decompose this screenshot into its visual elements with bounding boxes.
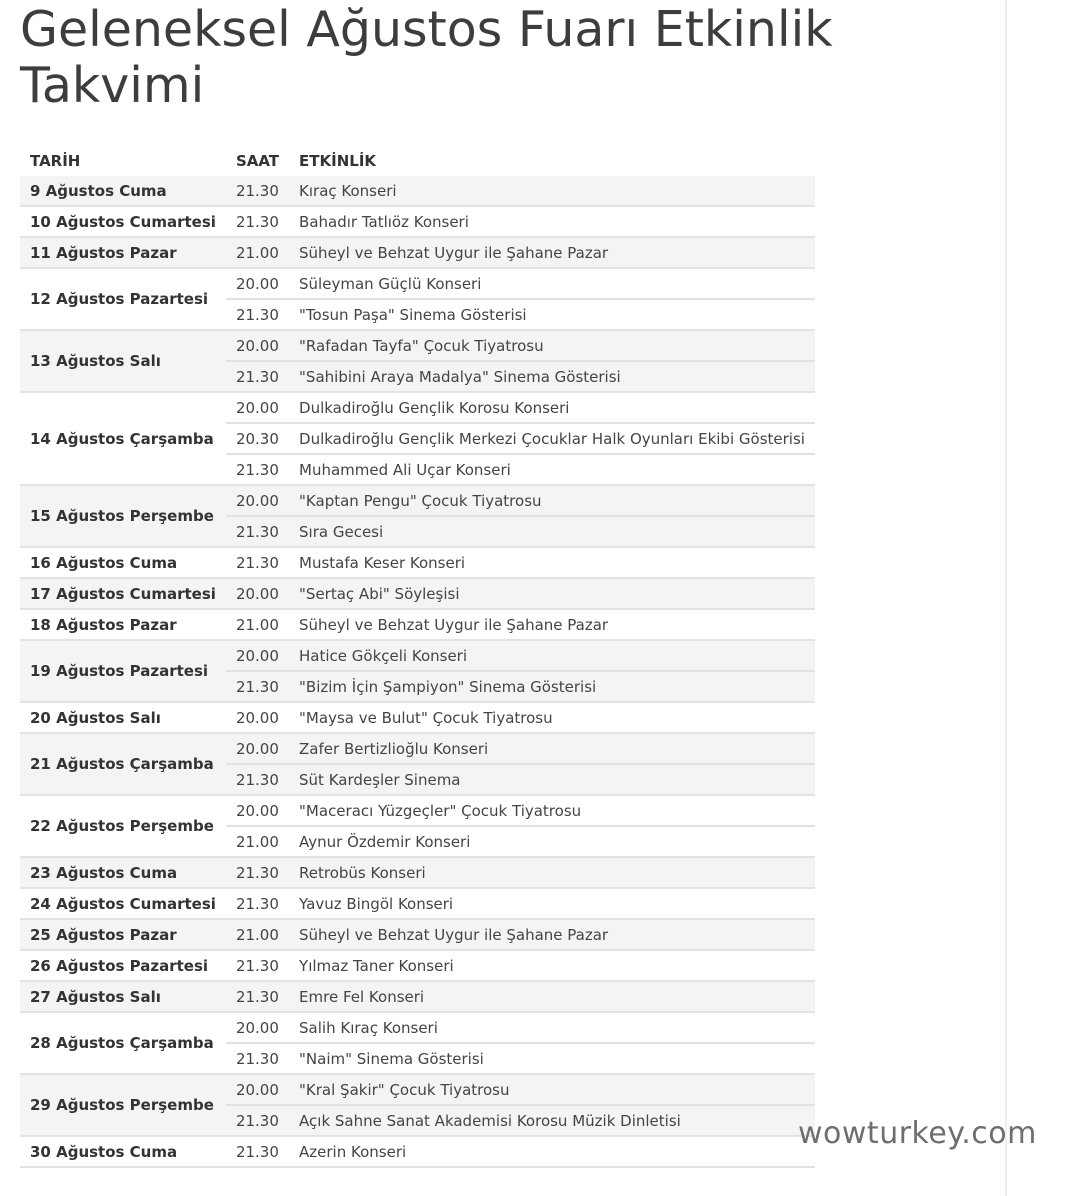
event-time: 21.30	[226, 1106, 289, 1137]
event-name: "Bizim İçin Şampiyon" Sinema Gösterisi	[289, 672, 815, 703]
table-row	[20, 951, 815, 982]
event-name: "Kaptan Pengu" Çocuk Tiyatrosu	[289, 486, 815, 517]
page-title: Geleneksel Ağustos Fuarı Etkinlik Takvimi	[20, 1, 833, 114]
event-name: "Sertaç Abi" Söyleşisi	[289, 579, 815, 610]
event-time: 21.00	[226, 610, 289, 641]
event-name: Süleyman Güçlü Konseri	[289, 269, 815, 300]
event-time: 21.30	[226, 672, 289, 703]
table-row	[20, 207, 815, 238]
page-divider	[1005, 0, 1007, 1196]
event-time: 21.00	[226, 920, 289, 951]
event-time: 21.00	[226, 238, 289, 269]
table-row	[20, 1075, 815, 1106]
event-time: 21.30	[226, 362, 289, 393]
event-name: Emre Fel Konseri	[289, 982, 815, 1013]
event-time: 21.30	[226, 951, 289, 982]
event-name: Süheyl ve Behzat Uygur ile Şahane Pazar	[289, 610, 815, 641]
event-name: Kıraç Konseri	[289, 176, 815, 207]
event-name: Dulkadiroğlu Gençlik Merkezi Çocuklar Halk Oyunları Ekibi Gösterisi	[289, 424, 815, 455]
event-date: 19 Ağustos Pazartesi	[20, 641, 226, 703]
event-name: Yavuz Bingöl Konseri	[289, 889, 815, 920]
event-name: "Maysa ve Bulut" Çocuk Tiyatrosu	[289, 703, 815, 734]
event-name: Azerin Konseri	[289, 1137, 815, 1168]
event-date: 17 Ağustos Cumartesi	[20, 579, 226, 610]
event-time: 21.30	[226, 517, 289, 548]
event-time: 20.00	[226, 486, 289, 517]
column-header-date: TARİH	[30, 152, 81, 170]
event-schedule-table	[20, 146, 815, 1168]
event-name: "Maceracı Yüzgeçler" Çocuk Tiyatrosu	[289, 796, 815, 827]
event-time: 20.00	[226, 796, 289, 827]
event-time: 20.00	[226, 579, 289, 610]
event-name: Hatice Gökçeli Konseri	[289, 641, 815, 672]
event-time: 20.00	[226, 1013, 289, 1044]
event-date: 16 Ağustos Cuma	[20, 548, 226, 579]
event-date: 12 Ağustos Pazartesi	[20, 269, 226, 331]
column-header-event: ETKİNLİK	[299, 152, 377, 170]
table-header-row	[20, 146, 815, 176]
table-row	[20, 1137, 815, 1168]
event-name: "Rafadan Tayfa" Çocuk Tiyatrosu	[289, 331, 815, 362]
table-row	[20, 393, 815, 424]
table-row	[20, 734, 815, 765]
event-time: 20.00	[226, 393, 289, 424]
event-time: 21.30	[226, 1044, 289, 1075]
table-row	[20, 858, 815, 889]
event-date: 23 Ağustos Cuma	[20, 858, 226, 889]
event-date: 22 Ağustos Perşembe	[20, 796, 226, 858]
event-name: Süt Kardeşler Sinema	[289, 765, 815, 796]
event-name: Dulkadiroğlu Gençlik Korosu Konseri	[289, 393, 815, 424]
event-time: 20.00	[226, 331, 289, 362]
table-row	[20, 548, 815, 579]
event-name: "Sahibini Araya Madalya" Sinema Gösterisi	[289, 362, 815, 393]
event-date: 18 Ağustos Pazar	[20, 610, 226, 641]
event-name: Süheyl ve Behzat Uygur ile Şahane Pazar	[289, 238, 815, 269]
table-row	[20, 920, 815, 951]
table-row	[20, 486, 815, 517]
event-date: 27 Ağustos Salı	[20, 982, 226, 1013]
event-date: 26 Ağustos Pazartesi	[20, 951, 226, 982]
event-name: "Tosun Paşa" Sinema Gösterisi	[289, 300, 815, 331]
event-date: 11 Ağustos Pazar	[20, 238, 226, 269]
column-header-time: SAAT	[235, 152, 280, 170]
event-time: 21.00	[226, 827, 289, 858]
event-date: 14 Ağustos Çarşamba	[20, 393, 226, 486]
event-name: Süheyl ve Behzat Uygur ile Şahane Pazar	[289, 920, 815, 951]
event-date: 21 Ağustos Çarşamba	[20, 734, 226, 796]
event-time: 21.30	[226, 858, 289, 889]
event-name: Aynur Özdemir Konseri	[289, 827, 815, 858]
event-date: 30 Ağustos Cuma	[20, 1137, 226, 1168]
event-name: Sıra Gecesi	[289, 517, 815, 548]
table-row	[20, 238, 815, 269]
event-time: 20.00	[226, 734, 289, 765]
event-time: 20.00	[226, 269, 289, 300]
table-row	[20, 1013, 815, 1044]
table-row	[20, 796, 815, 827]
event-date: 28 Ağustos Çarşamba	[20, 1013, 226, 1075]
table-row	[20, 579, 815, 610]
event-time: 21.30	[226, 765, 289, 796]
event-time: 21.30	[226, 889, 289, 920]
event-date: 20 Ağustos Salı	[20, 703, 226, 734]
event-time: 21.30	[226, 548, 289, 579]
event-date: 10 Ağustos Cumartesi	[20, 207, 226, 238]
table-row	[20, 641, 815, 672]
event-date: 9 Ağustos Cuma	[20, 176, 226, 207]
table-body	[20, 176, 815, 1168]
event-name: Açık Sahne Sanat Akademisi Korosu Müzik Dinletisi	[289, 1106, 815, 1137]
event-name: Retrobüs Konseri	[289, 858, 815, 889]
event-date: 13 Ağustos Salı	[20, 331, 226, 393]
event-name: Yılmaz Taner Konseri	[289, 951, 815, 982]
table-row	[20, 176, 815, 207]
event-date: 15 Ağustos Perşembe	[20, 486, 226, 548]
event-name: Zafer Bertizlioğlu Konseri	[289, 734, 815, 765]
event-date: 29 Ağustos Perşembe	[20, 1075, 226, 1137]
event-name: Muhammed Ali Uçar Konseri	[289, 455, 815, 486]
table-row	[20, 889, 815, 920]
event-time: 20.30	[226, 424, 289, 455]
event-name: "Kral Şakir" Çocuk Tiyatrosu	[289, 1075, 815, 1106]
event-date: 25 Ağustos Pazar	[20, 920, 226, 951]
event-time: 21.30	[226, 300, 289, 331]
event-name: Salih Kıraç Konseri	[289, 1013, 815, 1044]
event-time: 21.30	[226, 982, 289, 1013]
table-row	[20, 269, 815, 300]
event-name: Mustafa Keser Konseri	[289, 548, 815, 579]
event-time: 21.30	[226, 455, 289, 486]
event-time: 21.30	[226, 207, 289, 238]
event-time: 21.30	[226, 1137, 289, 1168]
event-time: 20.00	[226, 1075, 289, 1106]
watermark: wowturkey.com	[798, 1116, 1037, 1151]
event-time: 20.00	[226, 641, 289, 672]
event-time: 21.30	[226, 176, 289, 207]
event-name: Bahadır Tatlıöz Konseri	[289, 207, 815, 238]
table-row	[20, 703, 815, 734]
event-time: 20.00	[226, 703, 289, 734]
event-name: "Naim" Sinema Gösterisi	[289, 1044, 815, 1075]
table-row	[20, 982, 815, 1013]
table-row	[20, 331, 815, 362]
table-row	[20, 610, 815, 641]
event-date: 24 Ağustos Cumartesi	[20, 889, 226, 920]
